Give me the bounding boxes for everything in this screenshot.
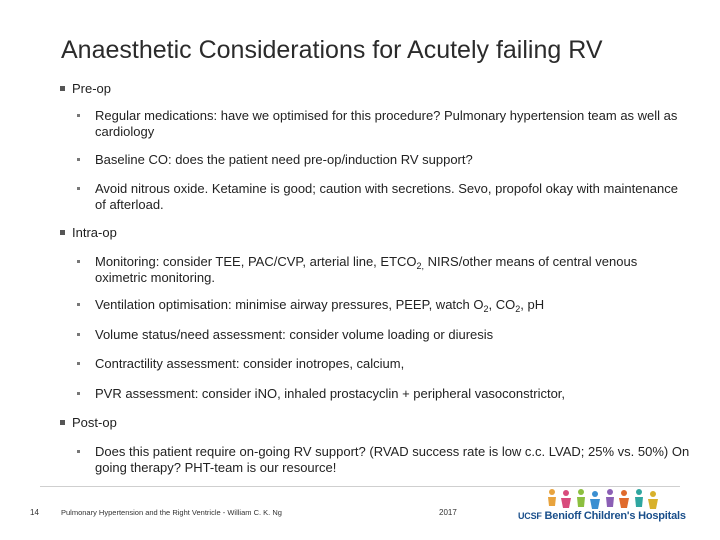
- bullet-icon: [77, 333, 80, 336]
- bullet-icon: [77, 260, 80, 263]
- list-item-text: PVR assessment: consider iNO, inhaled prostacyclin + peripheral vasoconstrictor,: [95, 386, 566, 401]
- section-label: Pre-op: [72, 81, 112, 96]
- list-item: [77, 152, 692, 168]
- list-item: [77, 356, 692, 372]
- bullet-icon: [77, 158, 80, 161]
- footer-year: 2017: [439, 508, 457, 517]
- square-bullet-icon: [60, 420, 65, 425]
- list-item-text: Avoid nitrous oxide. Ketamine is good; caution with secretions. Sevo, propofol okay with maintenance of afterload.: [95, 181, 678, 212]
- section-preop: [60, 81, 111, 96]
- page-number: 14: [30, 508, 39, 517]
- hospital-logo-text: UCSF Benioff Children's Hospitals: [518, 510, 686, 522]
- list-item-text: Ventilation optimisation: minimise airway pressures, PEEP, watch $O_2$, $CO_2$, pH: [95, 297, 545, 314]
- list-item: [77, 254, 692, 285]
- list-item-text: Baseline CO: does the patient need pre-op/induction RV support?: [95, 152, 473, 167]
- section-intraop: [60, 225, 117, 240]
- bullet-icon: [77, 392, 80, 395]
- list-item-text: Contractility assessment: consider inotropes, calcium,: [95, 356, 405, 371]
- list-item-text: Regular medications: have we optimised for this procedure? Pulmonary hypertension team as well as cardiology: [95, 108, 678, 139]
- list-item: [77, 444, 692, 475]
- list-item-text: Monitoring: consider TEE, PAC/CVP, arterial line, $ETCO_{2,}$ NIRS/other means of central venous oximetric monitoring.: [95, 254, 638, 285]
- slide-title: Anaesthetic Considerations for Acutely failing RV: [61, 36, 603, 64]
- list-item-text: Does this patient require on-going RV support? (RVAD success rate is low c.c. LVAD; 25% vs. 50%) On going therapy? PHT-team is our resource!: [95, 444, 690, 475]
- list-item: [77, 386, 692, 402]
- bullet-icon: [77, 187, 80, 190]
- list-item: [77, 181, 692, 212]
- children-figures-logo-icon: [546, 488, 686, 512]
- bullet-icon: [77, 362, 80, 365]
- section-label: Post-op: [72, 415, 117, 430]
- section-label: Intra-op: [72, 225, 117, 240]
- list-item: [77, 327, 692, 343]
- square-bullet-icon: [60, 230, 65, 235]
- bullet-icon: [77, 450, 80, 453]
- square-bullet-icon: [60, 86, 65, 91]
- list-item: [77, 108, 692, 139]
- list-item-text: Volume status/need assessment: consider volume loading or diuresis: [95, 327, 494, 342]
- bullet-icon: [77, 303, 80, 306]
- footer-caption: Pulmonary Hypertension and the Right Ventricle - William C. K. Ng: [61, 508, 282, 517]
- section-postop: [60, 415, 117, 430]
- list-item: [77, 297, 692, 313]
- footer-divider: [40, 486, 680, 487]
- bullet-icon: [77, 114, 80, 117]
